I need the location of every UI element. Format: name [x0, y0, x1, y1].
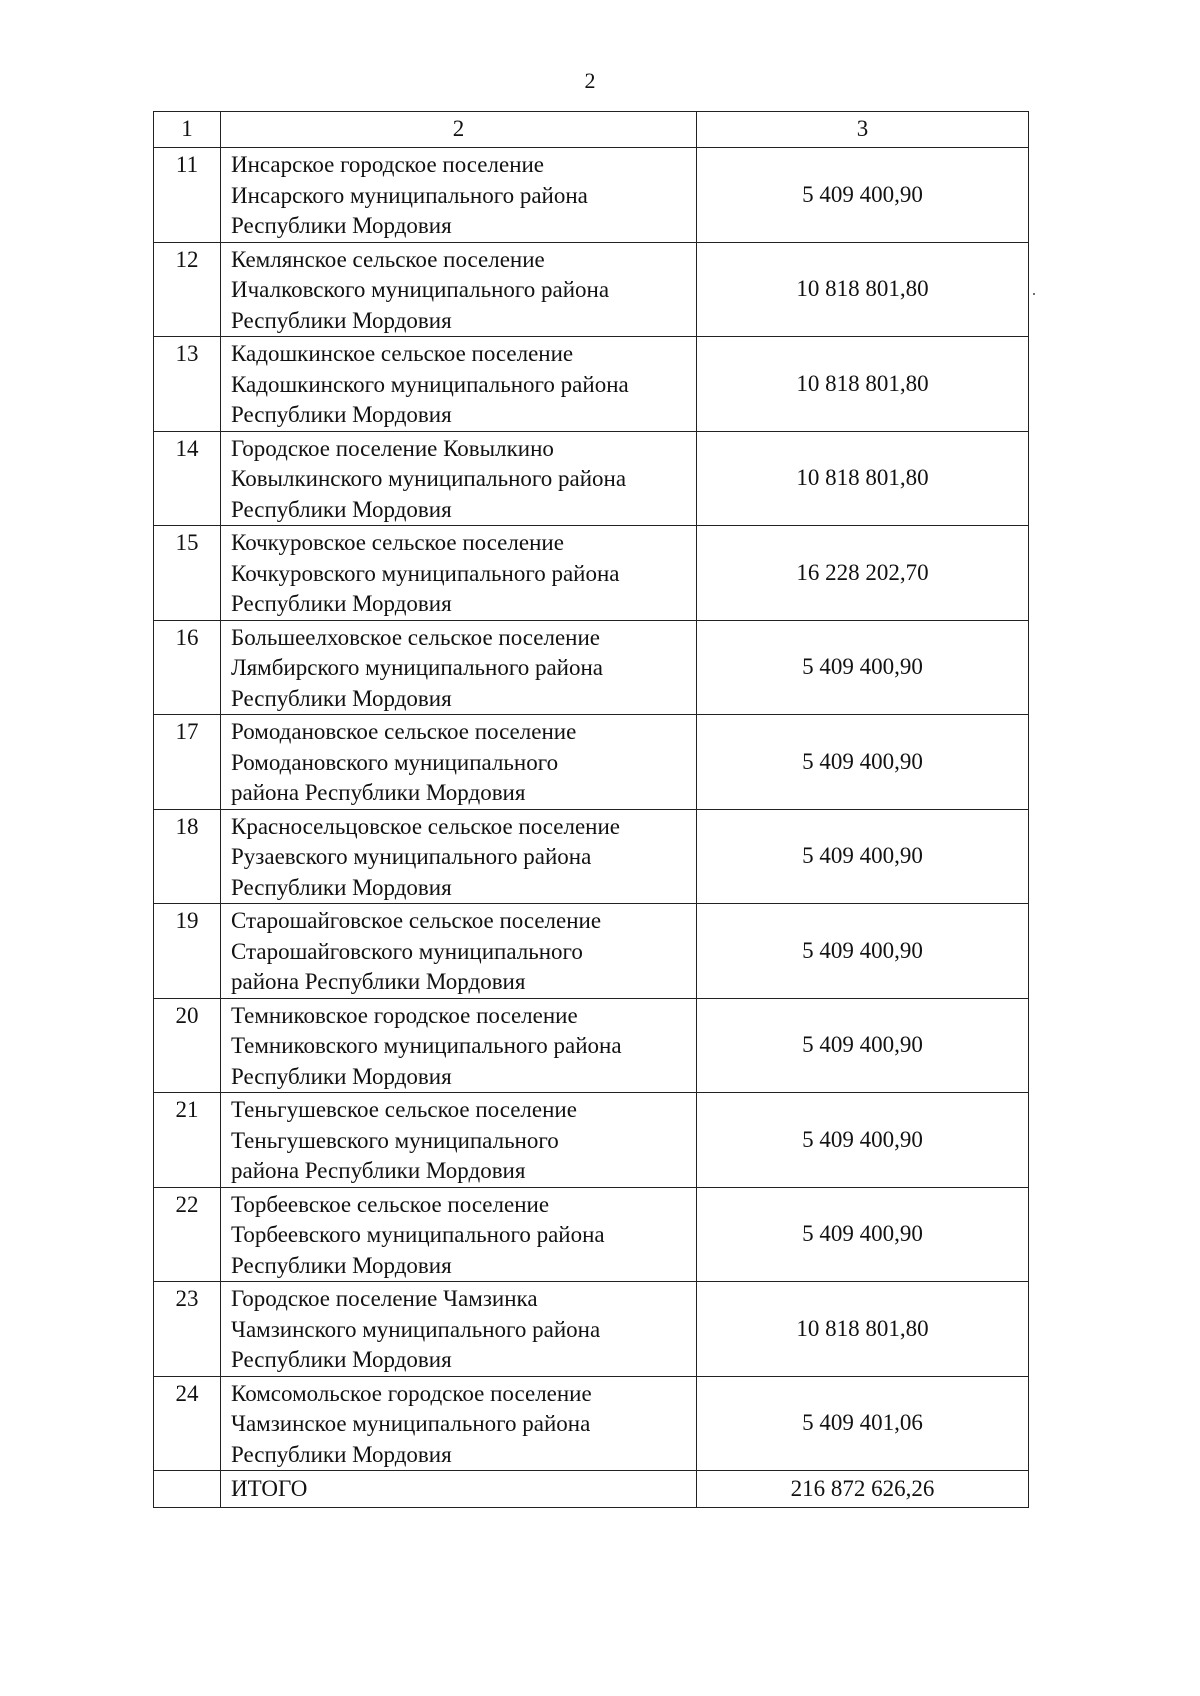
- settlement-name-line: Республики Мордовия: [231, 685, 452, 711]
- row-number: 12: [154, 242, 221, 337]
- settlement-name-line: Чамзинское муниципального района: [231, 1411, 591, 1436]
- settlement-name: [221, 1187, 697, 1282]
- table-row: [154, 1187, 1029, 1282]
- settlement-name-line: Чамзинского муниципального района: [231, 1316, 601, 1342]
- total-row: [154, 1471, 1029, 1508]
- settlement-name-line: Кадошкинское сельское поселение: [231, 341, 574, 366]
- amount-cell: 5 409 401,06: [697, 1376, 1029, 1471]
- settlement-name-line: Республики Мордовия: [231, 1063, 452, 1089]
- amount-cell: 5 409 400,90: [697, 1187, 1029, 1282]
- settlement-name-line: Ковылкинского муниципального района: [231, 466, 627, 491]
- settlement-name-line: Темниковского муниципального района: [231, 1033, 622, 1058]
- settlement-name-line: Республики Мордовия: [231, 1252, 452, 1278]
- row-number: 21: [154, 1093, 221, 1188]
- amount-cell: 16 228 202,70: [697, 526, 1029, 621]
- row-number: 16: [154, 620, 221, 715]
- settlement-name-line: Инсарского муниципального района: [231, 182, 588, 208]
- settlement-name-line: Кочкуровское сельское поселение: [231, 530, 564, 555]
- settlement-name-line: Ромодановского муниципального: [231, 749, 559, 775]
- settlement-name-line: Республики Мордовия: [231, 496, 452, 522]
- table-header-row: [154, 112, 1029, 148]
- settlement-name-line: Торбеевского муниципального района: [231, 1222, 605, 1247]
- settlement-name-line: Республики Мордовия: [231, 874, 452, 900]
- settlement-name: [221, 809, 697, 904]
- header-cell-amount: 3: [697, 112, 1029, 148]
- allocation-table: [153, 111, 1029, 1508]
- settlement-name-line: Лямбирского муниципального района: [231, 655, 603, 680]
- settlement-name-line: Красносельцовское сельское поселение: [231, 813, 621, 839]
- amount-cell: 5 409 400,90: [697, 904, 1029, 999]
- margin-speck: [1033, 293, 1035, 295]
- amount-cell: 10 818 801,80: [697, 1282, 1029, 1377]
- settlement-name-line: Теньгушевское сельское поселение: [231, 1097, 577, 1122]
- settlement-name-line: Республики Мордовия: [231, 402, 452, 427]
- settlement-name: [221, 526, 697, 621]
- settlement-name: [221, 904, 697, 999]
- settlement-name-line: Инсарское городское поселение: [231, 152, 545, 177]
- row-number: 15: [154, 526, 221, 621]
- settlement-name: [221, 1376, 697, 1471]
- row-number: 18: [154, 809, 221, 904]
- settlement-name-line: Ичалковского муниципального района: [231, 277, 610, 302]
- table-row: [154, 904, 1029, 999]
- amount-cell: 5 409 400,90: [697, 148, 1029, 243]
- amount-cell: 5 409 400,90: [697, 809, 1029, 904]
- settlement-name-line: района Республики Мордовия: [231, 969, 526, 994]
- settlement-name: [221, 1093, 697, 1188]
- amount-cell: 10 818 801,80: [697, 242, 1029, 337]
- table-row: [154, 526, 1029, 621]
- settlement-name-line: Теньгушевского муниципального: [231, 1127, 559, 1153]
- table-row: [154, 148, 1029, 243]
- settlement-name-line: района Республики Мордовия: [231, 780, 526, 805]
- row-number: 24: [154, 1376, 221, 1471]
- settlement-name-line: Старошайговское сельское поселение: [231, 908, 602, 933]
- table-row: [154, 1282, 1029, 1377]
- settlement-name-line: Республики Мордовия: [231, 1347, 452, 1372]
- table-row: [154, 337, 1029, 432]
- total-amount: 216 872 626,26: [697, 1471, 1029, 1508]
- settlement-name: [221, 242, 697, 337]
- settlement-name: [221, 337, 697, 432]
- row-number: 11: [154, 148, 221, 243]
- settlement-name-line: Республики Мордовия: [231, 307, 452, 333]
- settlement-name-line: Республики Мордовия: [231, 213, 452, 238]
- amount-cell: 5 409 400,90: [697, 715, 1029, 810]
- settlement-name-line: Комсомольское городское поселение: [231, 1380, 592, 1406]
- row-number: 13: [154, 337, 221, 432]
- row-number: 23: [154, 1282, 221, 1377]
- settlement-name: [221, 148, 697, 243]
- settlement-name-line: Рузаевского муниципального района: [231, 844, 592, 869]
- settlement-name-line: Торбеевское сельское поселение: [231, 1191, 550, 1217]
- row-number: 20: [154, 998, 221, 1093]
- settlement-name-line: Ромодановское сельское поселение: [231, 719, 577, 744]
- table-row: [154, 620, 1029, 715]
- row-number: 17: [154, 715, 221, 810]
- settlement-name: [221, 998, 697, 1093]
- settlement-name-line: Городское поселение Ковылкино: [231, 435, 554, 461]
- settlement-name-line: Республики Мордовия: [231, 591, 452, 616]
- amount-cell: 10 818 801,80: [697, 431, 1029, 526]
- settlement-name: [221, 1282, 697, 1377]
- table-row: [154, 715, 1029, 810]
- settlement-name-line: Кемлянское сельское поселение: [231, 246, 545, 272]
- settlement-name-line: Кадошкинского муниципального района: [231, 371, 629, 397]
- amount-cell: 5 409 400,90: [697, 620, 1029, 715]
- header-cell-name: 2: [221, 112, 697, 148]
- settlement-name-line: Старошайговского муниципального: [231, 938, 583, 964]
- settlement-name-line: Большеелховское сельское поселение: [231, 624, 600, 650]
- row-number: 19: [154, 904, 221, 999]
- settlement-name: [221, 431, 697, 526]
- header-cell-number: 1: [154, 112, 221, 148]
- settlement-name-line: Городское поселение Чамзинка: [231, 1286, 538, 1311]
- table-row: [154, 1376, 1029, 1471]
- settlement-name-line: Темниковское городское поселение: [231, 1002, 578, 1028]
- table-row: [154, 242, 1029, 337]
- table-row: [154, 809, 1029, 904]
- row-number: 14: [154, 431, 221, 526]
- table-row: [154, 431, 1029, 526]
- settlement-name: [221, 620, 697, 715]
- table-row: [154, 998, 1029, 1093]
- settlement-name-line: Кочкуровского муниципального района: [231, 560, 620, 586]
- row-number: 22: [154, 1187, 221, 1282]
- settlement-name-line: района Республики Мордовия: [231, 1158, 526, 1183]
- amount-cell: 5 409 400,90: [697, 1093, 1029, 1188]
- amount-cell: 5 409 400,90: [697, 998, 1029, 1093]
- total-label: ИТОГО: [221, 1471, 697, 1508]
- amount-cell: 10 818 801,80: [697, 337, 1029, 432]
- settlement-name-line: Республики Мордовия: [231, 1441, 452, 1467]
- table-row: [154, 1093, 1029, 1188]
- total-number-cell: [154, 1471, 221, 1508]
- page-number: 2: [584, 68, 596, 93]
- settlement-name: [221, 715, 697, 810]
